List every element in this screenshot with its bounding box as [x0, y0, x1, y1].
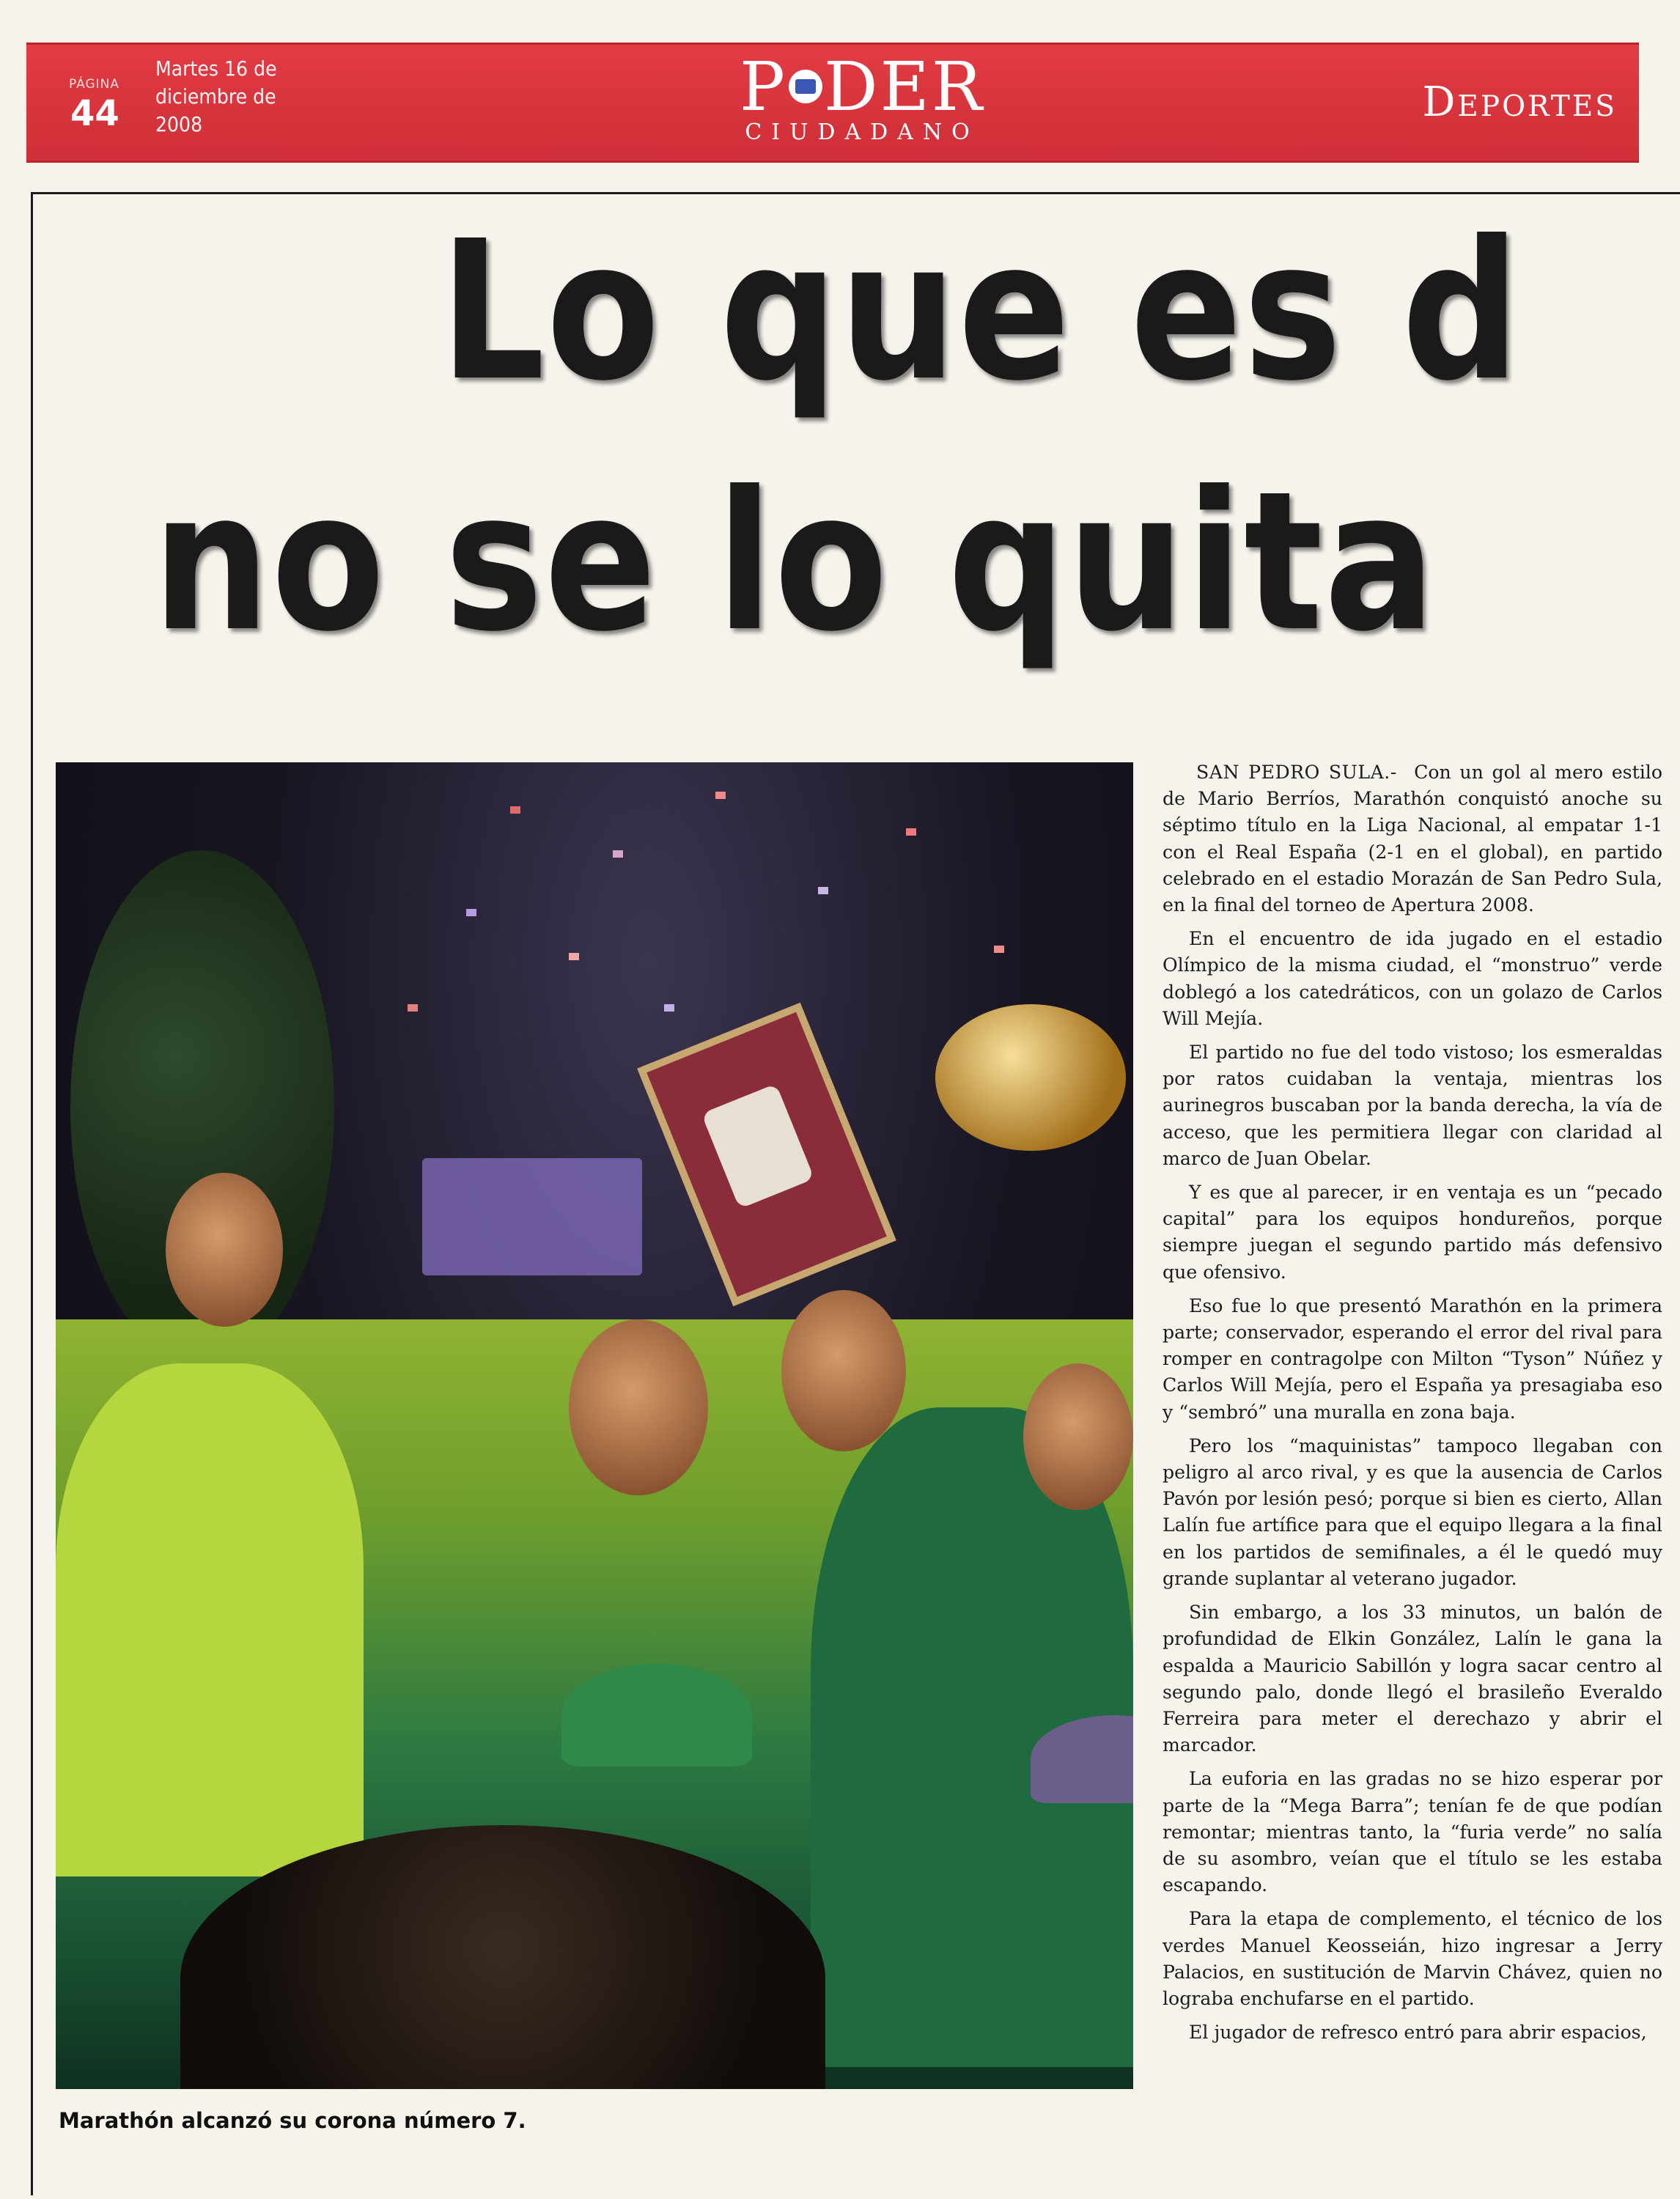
- logo-letter-p: P: [739, 48, 787, 126]
- paragraph-2: En el encuentro de ida jugado en el estadio Olímpico de la misma ciudad, el “monstruo” verde doblegó a los catedráticos, con un golazo de Carlos Will Mejía.: [1163, 928, 1662, 1029]
- photo-confetti: [569, 953, 579, 960]
- photo-confetti: [994, 946, 1004, 953]
- photo-face: [781, 1290, 906, 1451]
- page-word: PÁGINA: [69, 77, 120, 92]
- date-line-3: 2008: [155, 112, 203, 136]
- logo-emblem-icon: [789, 70, 822, 103]
- photo-confetti: [408, 1004, 418, 1012]
- photo-cap: [561, 1664, 752, 1767]
- paragraph-6: Pero los “maquinistas” tampoco llegaban con peligro al arco rival, y es que la ausencia de Carlos Pavón por lesión pesó; porque si bien es cierto, Allan Lalín fue artífice para que el equipo llegara a la final en los partidos de semifinales, a él le quedó muy grande suplantar al veterano jugador.: [1163, 1434, 1662, 1589]
- photo-trophy-plaque: [637, 1003, 896, 1306]
- section-label: Deportes: [1422, 78, 1617, 126]
- logo-subtitle: CIUDADANO: [745, 119, 979, 145]
- photo-caption: Marathón alcanzó su corona número 7.: [59, 2108, 526, 2133]
- photo-face: [166, 1173, 283, 1327]
- photo-confetti: [466, 909, 476, 916]
- headline-line-1: Lo que es d: [440, 199, 1522, 423]
- page-number: 44: [70, 93, 119, 134]
- paragraph-4: Y es que al parecer, ir en ventaja es un “pecado capital” para los equipos hondureños, porque siempre juegan el segundo partido más defensivo que ofensivo.: [1163, 1182, 1662, 1283]
- logo-letters-der: DER: [823, 48, 985, 126]
- photo-confetti: [818, 887, 828, 894]
- photo-confetti: [510, 806, 520, 814]
- newspaper-logo: [708, 48, 1016, 145]
- photo-confetti: [715, 792, 726, 799]
- headline-line-2: no se lo quita: [152, 450, 1437, 674]
- paragraph-1: [1163, 759, 1662, 918]
- paragraph-1-text: Con un gol al mero estilo de Mario Berríos, Marathón conquistó anoche su séptimo título en la Liga Nacional, al empatar 1-1 con el Real España (2-1 en el global), en partido celebrado en el estadio Morazán de San Pedro Sula, en la final del torneo de Apertura 2008.: [1163, 762, 1662, 916]
- article-body: [1163, 759, 1662, 2053]
- photo-banner: [422, 1158, 642, 1275]
- paragraph-5: Eso fue lo que presentó Marathón en la primera parte; conservador, esperando el error del rival para romper en contragolpe con Milton “Tyson” Núñez y Carlos Will Mejía, pero el España ya presagiaba eso y “sembró” una muralla en zona baja.: [1163, 1294, 1662, 1423]
- paragraph-7: Sin embargo, a los 33 minutos, un balón de profundidad de Elkin González, Lalín le gana la espalda a Mauricio Sabillón y logra sacar centro al segundo palo, donde llegó el brasileño Everaldo Ferreira para meter el derechazo y abrir el marcador.: [1163, 1602, 1662, 1756]
- paragraph-3: El partido no fue del todo vistoso; los esmeraldas por ratos cuidaban la ventaja, mientras los aurinegros buscaban por la banda derecha, la vía de acceso, que les permitiera llegar con claridad al marco de Juan Obelar.: [1163, 1042, 1662, 1169]
- paragraph-9: Para la etapa de complemento, el técnico de los verdes Manuel Keosseián, hizo ingresar a Jerry Palacios, en sustitución de Marvin Chávez, quien no lograba enchufarse en el partido.: [1163, 1908, 1662, 2009]
- photo-confetti: [664, 1004, 674, 1012]
- photo-confetti: [613, 850, 623, 858]
- paragraph-10: El jugador de refresco entró para abrir espacios,: [1189, 2022, 1647, 2044]
- masthead-band: [26, 43, 1639, 163]
- celebration-photo: [56, 762, 1133, 2089]
- photo-yellow-shirt: [56, 1363, 364, 1876]
- photo-face: [1023, 1363, 1133, 1510]
- date-line-2: diciembre de: [155, 84, 276, 108]
- dateline: SAN PEDRO SULA.-: [1196, 762, 1397, 783]
- paragraph-8: La euforia en las gradas no se hizo esperar por parte de la “Mega Barra”; tenían fe de que podían remontar; mientras tanto, la “furia verde” no salía de su asombro, veían que el título se les estaba escapando.: [1163, 1768, 1662, 1896]
- photo-confetti: [906, 828, 916, 836]
- photo-trophy-cup: [935, 1004, 1126, 1151]
- photo-face: [569, 1319, 708, 1495]
- date-line-1: Martes 16 de: [155, 56, 277, 81]
